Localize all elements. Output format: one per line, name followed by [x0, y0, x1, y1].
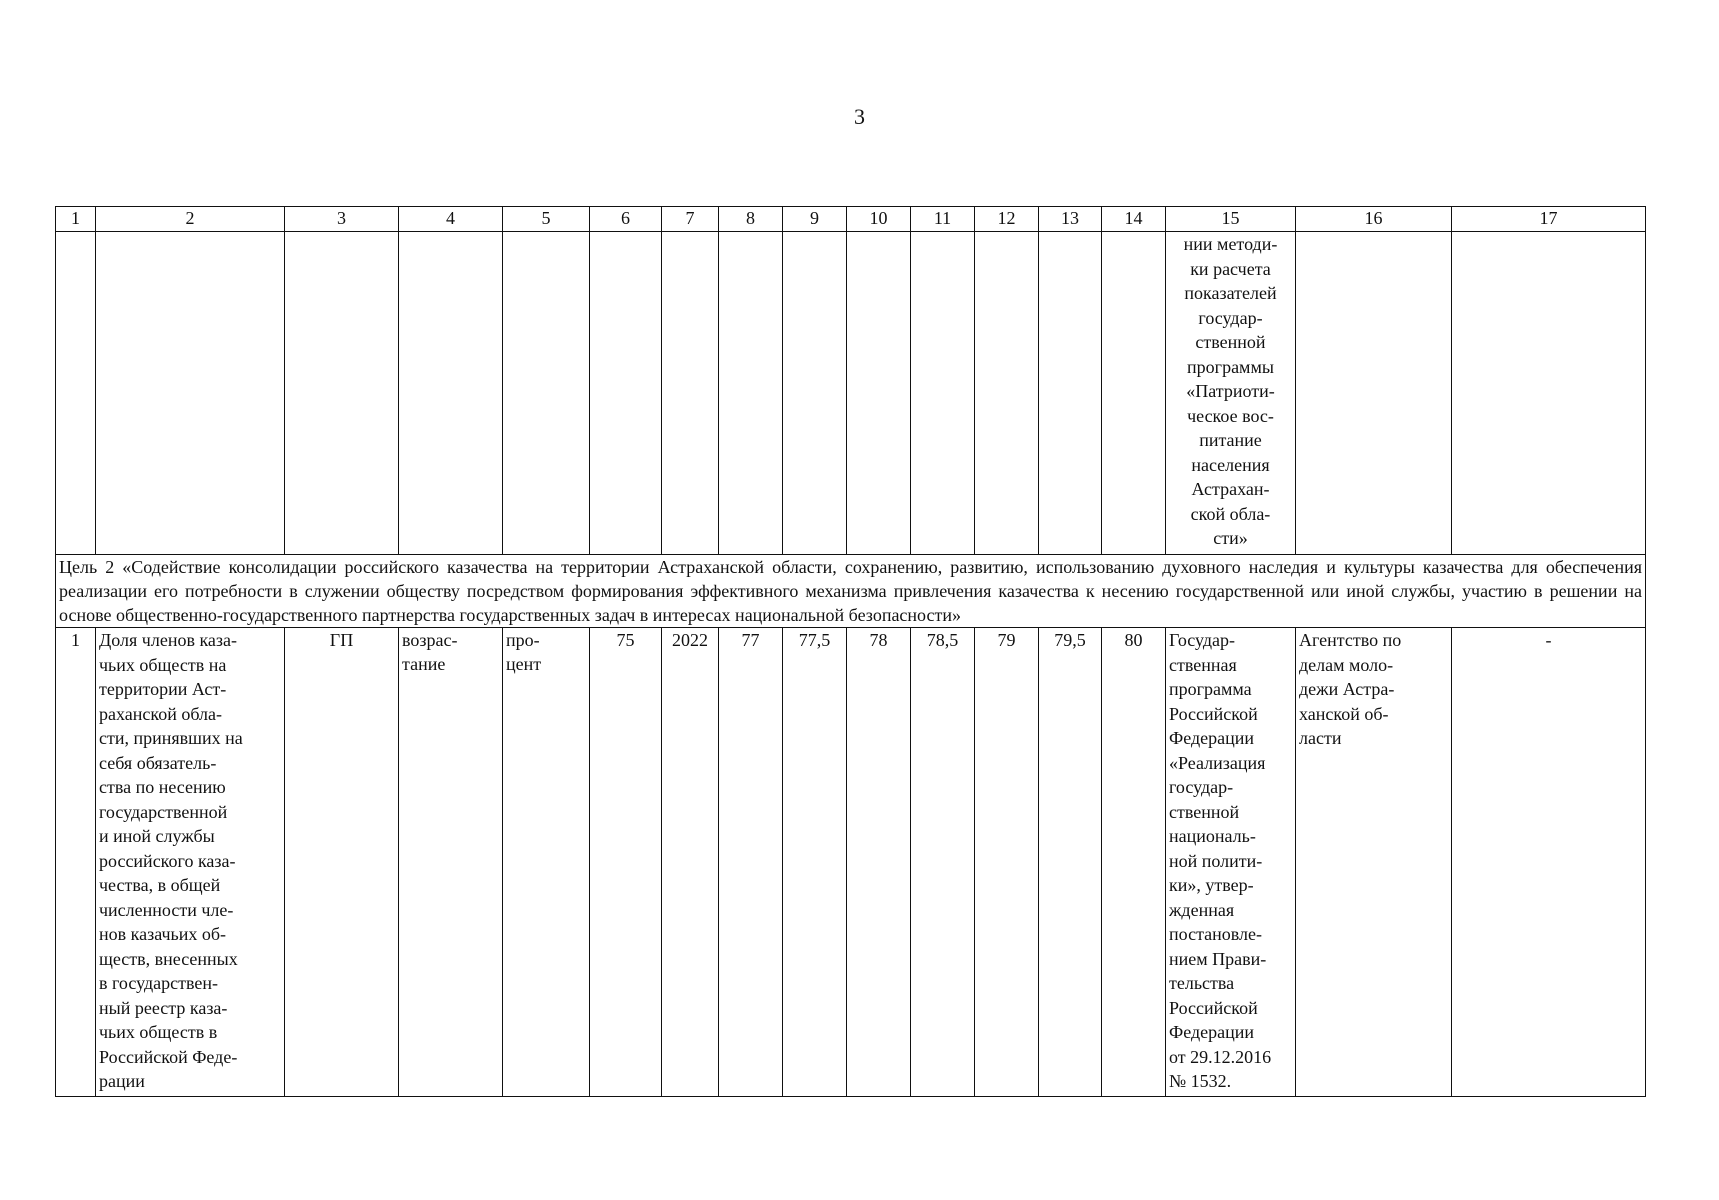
column-number: 16	[1296, 207, 1452, 232]
table-cell	[662, 232, 719, 555]
goal-text: Цель 2 «Содействие консолидации российского казачества на территории Астраханской области, сохранению, развитию, использованию духовного наследия и культуры казачества для обеспечения реализации его потребности в служении обществу посредством формирования эффективного механизма привлечения казачества к несению государственной или иной службы, участию в решении на основе общественно-государственного партнерства государственных задач в интересах национальной безопасности»	[56, 555, 1646, 628]
continued-source-text: нии методи- ки расчета показателей государ- ственной программы «Патриоти- ческое вос- питание населения Астрахан- ской обла- сти»	[1166, 232, 1296, 555]
column-number: 7	[662, 207, 719, 232]
goal-row	[56, 555, 1646, 628]
table-cell	[96, 232, 285, 555]
continuation-row	[56, 232, 1646, 555]
target-value: 80	[1102, 628, 1166, 1097]
column-number: 2	[96, 207, 285, 232]
column-number: 14	[1102, 207, 1166, 232]
column-number-row	[56, 207, 1646, 232]
table-cell	[285, 232, 399, 555]
column-number: 9	[783, 207, 847, 232]
table-cell	[399, 232, 503, 555]
column-number: 13	[1039, 207, 1102, 232]
source-document: Государ- ственная программа Российской Федерации «Реализация государ- ственной националь- ной полити- ки», утвер- жденная постановле- нием Прави- тельства Российской Федерации от 29.12.2016 № 1532.	[1166, 628, 1296, 1097]
page-number: 3	[854, 104, 865, 129]
column-number: 4	[399, 207, 503, 232]
table-cell	[56, 232, 96, 555]
table-cell	[590, 232, 662, 555]
indicator-row	[56, 628, 1646, 1097]
column-number: 10	[847, 207, 911, 232]
indicator-level: ГП	[285, 628, 399, 1097]
table-cell	[1102, 232, 1166, 555]
column-number: 3	[285, 207, 399, 232]
table-cell	[1296, 232, 1452, 555]
related-indicator: -	[1452, 628, 1646, 1097]
target-value: 78,5	[911, 628, 975, 1097]
column-number: 6	[590, 207, 662, 232]
base-year: 2022	[662, 628, 719, 1097]
table-cell	[503, 232, 590, 555]
column-number: 15	[1166, 207, 1296, 232]
column-number: 17	[1452, 207, 1646, 232]
base-value: 75	[590, 628, 662, 1097]
table-cell	[719, 232, 783, 555]
column-number: 12	[975, 207, 1039, 232]
table-cell	[783, 232, 847, 555]
row-number: 1	[56, 628, 96, 1097]
table-cell	[975, 232, 1039, 555]
target-value: 78	[847, 628, 911, 1097]
table-cell	[911, 232, 975, 555]
indicator-trend: возрас- тание	[399, 628, 503, 1097]
indicator-name: Доля членов каза- чьих обществ на территории Аст- раханской обла- сти, принявших на себя обязатель- ства по несению государственной и иной службы российского каза- чества, в общей численности чле- нов казачьих об- ществ, внесенных в государствен- ный реестр каза- чьих обществ в Российской Феде- рации	[96, 628, 285, 1097]
table-cell	[1039, 232, 1102, 555]
responsible-agency: Агентство по делам моло- дежи Астра- ханской об- ласти	[1296, 628, 1452, 1097]
indicator-unit: про- цент	[503, 628, 590, 1097]
column-number: 8	[719, 207, 783, 232]
table-cell	[1452, 232, 1646, 555]
column-number: 5	[503, 207, 590, 232]
column-number: 11	[911, 207, 975, 232]
target-value: 77,5	[783, 628, 847, 1097]
indicators-table	[55, 206, 1646, 1097]
target-value: 77	[719, 628, 783, 1097]
table-cell	[847, 232, 911, 555]
target-value: 79,5	[1039, 628, 1102, 1097]
target-value: 79	[975, 628, 1039, 1097]
column-number: 1	[56, 207, 96, 232]
